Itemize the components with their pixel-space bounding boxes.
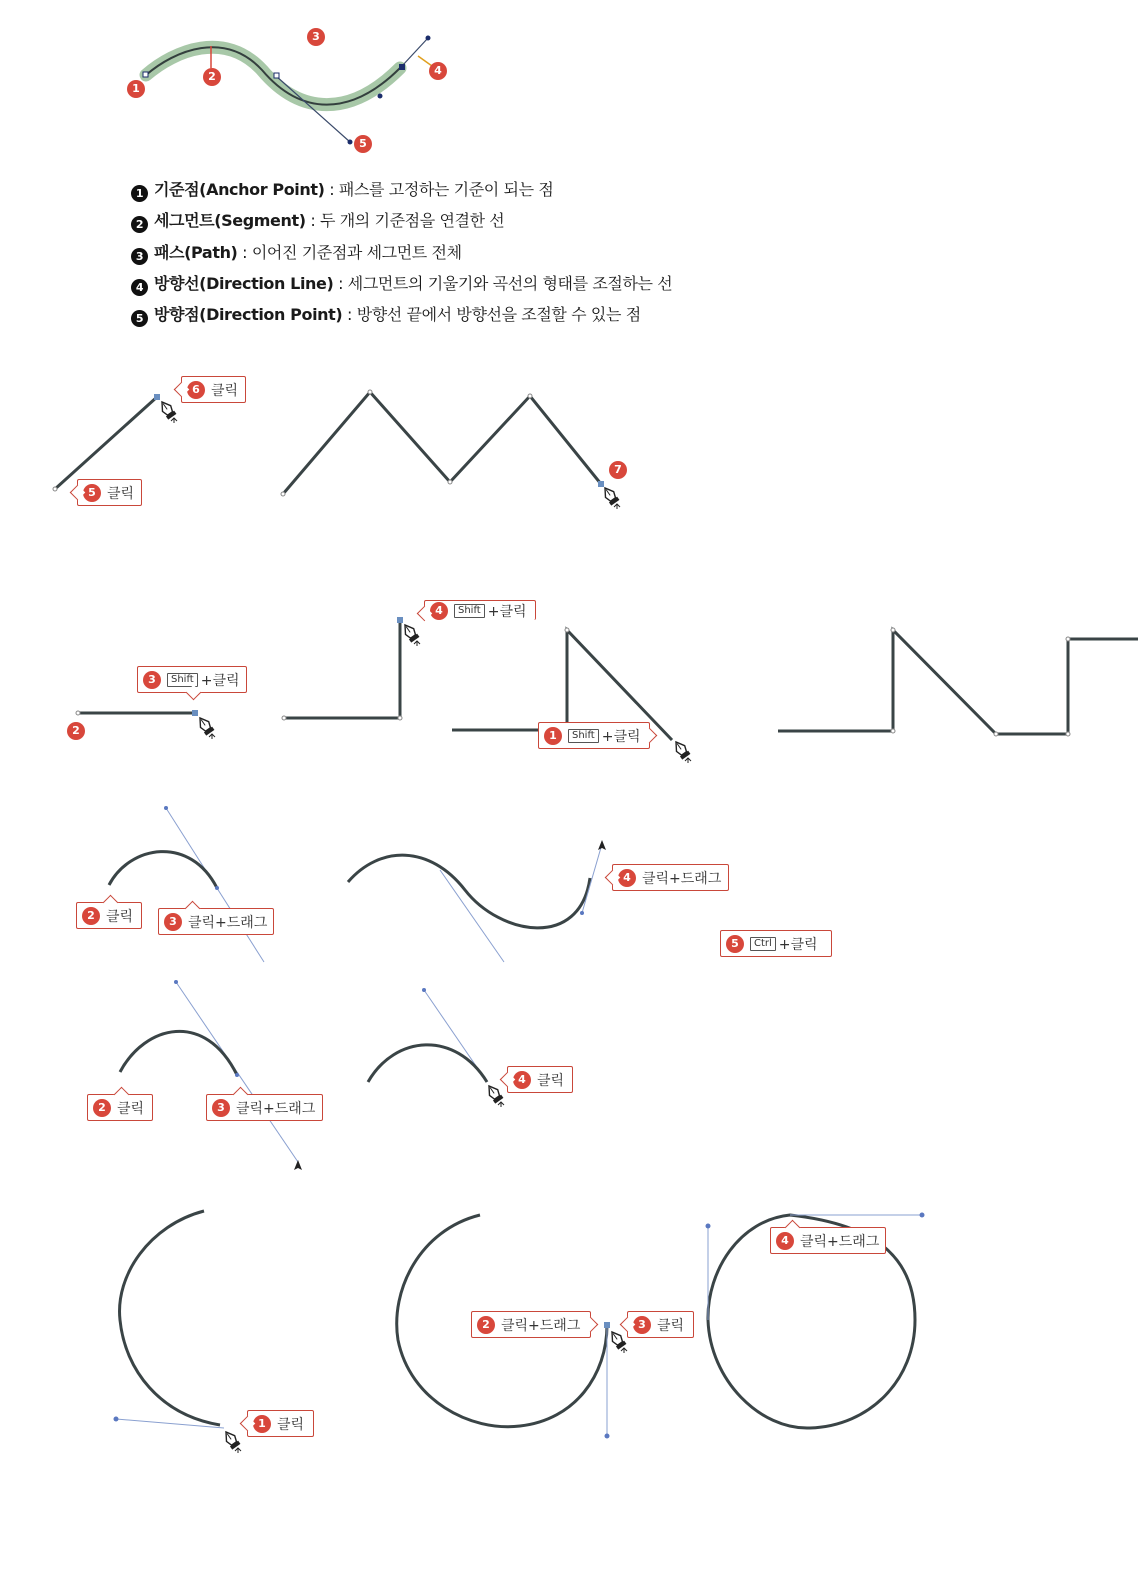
- legend-item: [131, 207, 672, 238]
- anchor-point: [143, 72, 148, 77]
- step-label: 클릭: [277, 1416, 305, 1433]
- step-callout: [538, 722, 650, 749]
- step-number: 4: [513, 1071, 531, 1089]
- anchor-point: [528, 394, 532, 398]
- pen-cursor-icon: [608, 1329, 627, 1353]
- anchor-point: [53, 487, 57, 491]
- shift-key: Shift: [167, 673, 198, 687]
- anchor-point: [891, 729, 895, 733]
- step-number-marker: 2: [67, 722, 85, 740]
- step-number: 5: [726, 935, 744, 953]
- arch-curve: [368, 1045, 487, 1082]
- step-number-marker: 7: [609, 461, 627, 479]
- anchor-point: [282, 716, 286, 720]
- legend-number: 3: [131, 248, 148, 265]
- anchor-point-selected: [604, 1322, 610, 1328]
- legend-number: 5: [131, 310, 148, 327]
- step-label: +클릭: [778, 936, 818, 953]
- anchor-point: [1066, 637, 1070, 641]
- direction-point: [114, 1417, 119, 1422]
- step-number: 4: [430, 602, 448, 620]
- anchor-point-selected: [397, 617, 403, 623]
- anchor-point: [281, 492, 285, 496]
- direction-point: [580, 911, 584, 915]
- marker-direction-line: 4: [429, 62, 447, 80]
- marker-direction-point: 5: [354, 135, 372, 153]
- anchor-point: [994, 732, 998, 736]
- legend-number: 4: [131, 279, 148, 296]
- half-circle-left: [120, 1211, 220, 1425]
- arch-curve: [109, 852, 217, 888]
- step-number: 1: [544, 727, 562, 745]
- pen-cursor-icon: [485, 1083, 504, 1107]
- anchor-point-selected: [154, 394, 160, 400]
- pen-cursor-icon: [158, 399, 177, 423]
- legend-description: : 두 개의 기준점을 연결한 선: [305, 211, 505, 231]
- step-callout: [77, 479, 142, 506]
- anchor-point-selected: [598, 481, 604, 487]
- step-callout: [137, 666, 247, 693]
- step-label: 클릭: [537, 1072, 565, 1089]
- anchor-point: [565, 628, 569, 632]
- step-callout: [424, 600, 536, 620]
- legend-number: 1: [131, 185, 148, 202]
- step-path: [778, 630, 1138, 734]
- anchor-point: [235, 1073, 239, 1077]
- step-callout: [627, 1311, 694, 1338]
- direction-point: [706, 1224, 711, 1229]
- step-number: 4: [776, 1232, 794, 1250]
- arrow-cursor-icon: [294, 1160, 302, 1170]
- marker-segment: 2: [203, 68, 221, 86]
- legend-item: [131, 301, 672, 332]
- anchor-point: [448, 480, 452, 484]
- anchor-point: [1066, 732, 1070, 736]
- right-angle-path: [284, 620, 400, 718]
- pen-cursor-icon: [222, 1429, 241, 1453]
- step-number: 2: [93, 1099, 111, 1117]
- anchor-point-selected: [192, 710, 198, 716]
- step-number: 5: [83, 484, 101, 502]
- shift-key: Shift: [568, 729, 599, 743]
- direction-point: [164, 806, 168, 810]
- legend-term: 방향선(Direction Line): [154, 273, 334, 293]
- step-callout: [158, 908, 274, 935]
- step-label: 클릭: [657, 1317, 685, 1334]
- direction-point: [348, 140, 353, 145]
- step-label: 클릭+드래그: [642, 870, 722, 887]
- legend-description: : 세그먼트의 기울기와 곡선의 형태를 조절하는 선: [333, 273, 673, 293]
- step-number: 3: [143, 671, 161, 689]
- step-callout: [770, 1227, 886, 1254]
- direction-point-top: [426, 36, 431, 41]
- step-label: 클릭+드래그: [236, 1100, 316, 1117]
- step-number: 1: [253, 1415, 271, 1433]
- step-callout: [76, 902, 142, 929]
- step-number: 3: [164, 913, 182, 931]
- step-label: 클릭+드래그: [501, 1317, 581, 1334]
- anchor-point: [891, 628, 895, 632]
- direction-line-top: [402, 38, 428, 66]
- curve-path-examples: [109, 806, 606, 962]
- step-label: 클릭: [106, 908, 134, 925]
- anchor-point-selected: [399, 64, 405, 70]
- legend-description: : 방향선 끝에서 방향선을 조절할 수 있는 점: [342, 305, 641, 325]
- step-number: 3: [212, 1099, 230, 1117]
- legend-term: 방향점(Direction Point): [154, 305, 343, 325]
- step-number: 4: [618, 869, 636, 887]
- legend-description: : 이어진 기준점과 세그먼트 전체: [237, 242, 462, 262]
- shift-key: Shift: [454, 604, 485, 618]
- arch-curve: [120, 1031, 237, 1075]
- marker-anchor-point: 1: [127, 80, 145, 98]
- pen-cursor-icon: [601, 485, 620, 509]
- anchor-point-mid: [378, 94, 383, 99]
- step-label: 클릭: [117, 1100, 145, 1117]
- legend-term: 패스(Path): [154, 242, 238, 262]
- legend-term: 세그먼트(Segment): [154, 211, 306, 231]
- anchor-point: [398, 716, 402, 720]
- legend-item: [131, 270, 672, 301]
- step-label: 클릭+드래그: [800, 1233, 880, 1250]
- direction-point: [174, 980, 178, 984]
- step-callout: [247, 1410, 314, 1437]
- direction-point: [422, 988, 426, 992]
- direction-point: [605, 1434, 610, 1439]
- step-callout: [471, 1311, 591, 1338]
- anchor-point: [368, 390, 372, 394]
- curve-corner-examples: [120, 980, 504, 1170]
- direction-line: [582, 844, 602, 913]
- step-number: 2: [477, 1316, 495, 1334]
- path-anatomy-diagram: [143, 36, 432, 145]
- arrow-cursor-icon: [598, 840, 606, 850]
- pen-cursor-icon: [672, 739, 691, 763]
- line-segment: [55, 397, 157, 489]
- legend-item: [131, 239, 672, 270]
- step-number: 3: [633, 1316, 651, 1334]
- step-callout: [87, 1094, 153, 1121]
- direction-point: [920, 1213, 925, 1218]
- anchor-point: [76, 711, 80, 715]
- step-callout: [612, 864, 729, 891]
- pen-cursor-icon: [401, 622, 420, 646]
- terminology-legend: [131, 176, 672, 332]
- marker-path: 3: [307, 28, 325, 46]
- step-number: 2: [82, 907, 100, 925]
- step-callout: [720, 930, 832, 957]
- step-callout: [507, 1066, 573, 1093]
- step-callout: [206, 1094, 323, 1121]
- step-label: 클릭: [107, 485, 135, 502]
- legend-item: [131, 176, 672, 207]
- legend-description: : 패스를 고정하는 기준이 되는 점: [324, 180, 554, 199]
- anchor-point: [274, 73, 279, 78]
- anchor-point: [215, 886, 219, 890]
- step-label: +클릭: [601, 728, 641, 745]
- ctrl-key: Ctrl: [750, 937, 776, 951]
- legend-number: 2: [131, 216, 148, 233]
- step-callout: [181, 376, 246, 403]
- pen-cursor-icon: [196, 715, 215, 739]
- step-label: +클릭: [200, 672, 240, 689]
- step-label: 클릭+드래그: [188, 914, 268, 931]
- s-curve: [348, 855, 590, 928]
- step-label: 클릭: [211, 382, 239, 399]
- step-number: 6: [187, 381, 205, 399]
- step-label: +클릭: [487, 603, 527, 620]
- legend-term: 기준점(Anchor Point): [154, 180, 325, 199]
- zigzag-path: [283, 392, 601, 494]
